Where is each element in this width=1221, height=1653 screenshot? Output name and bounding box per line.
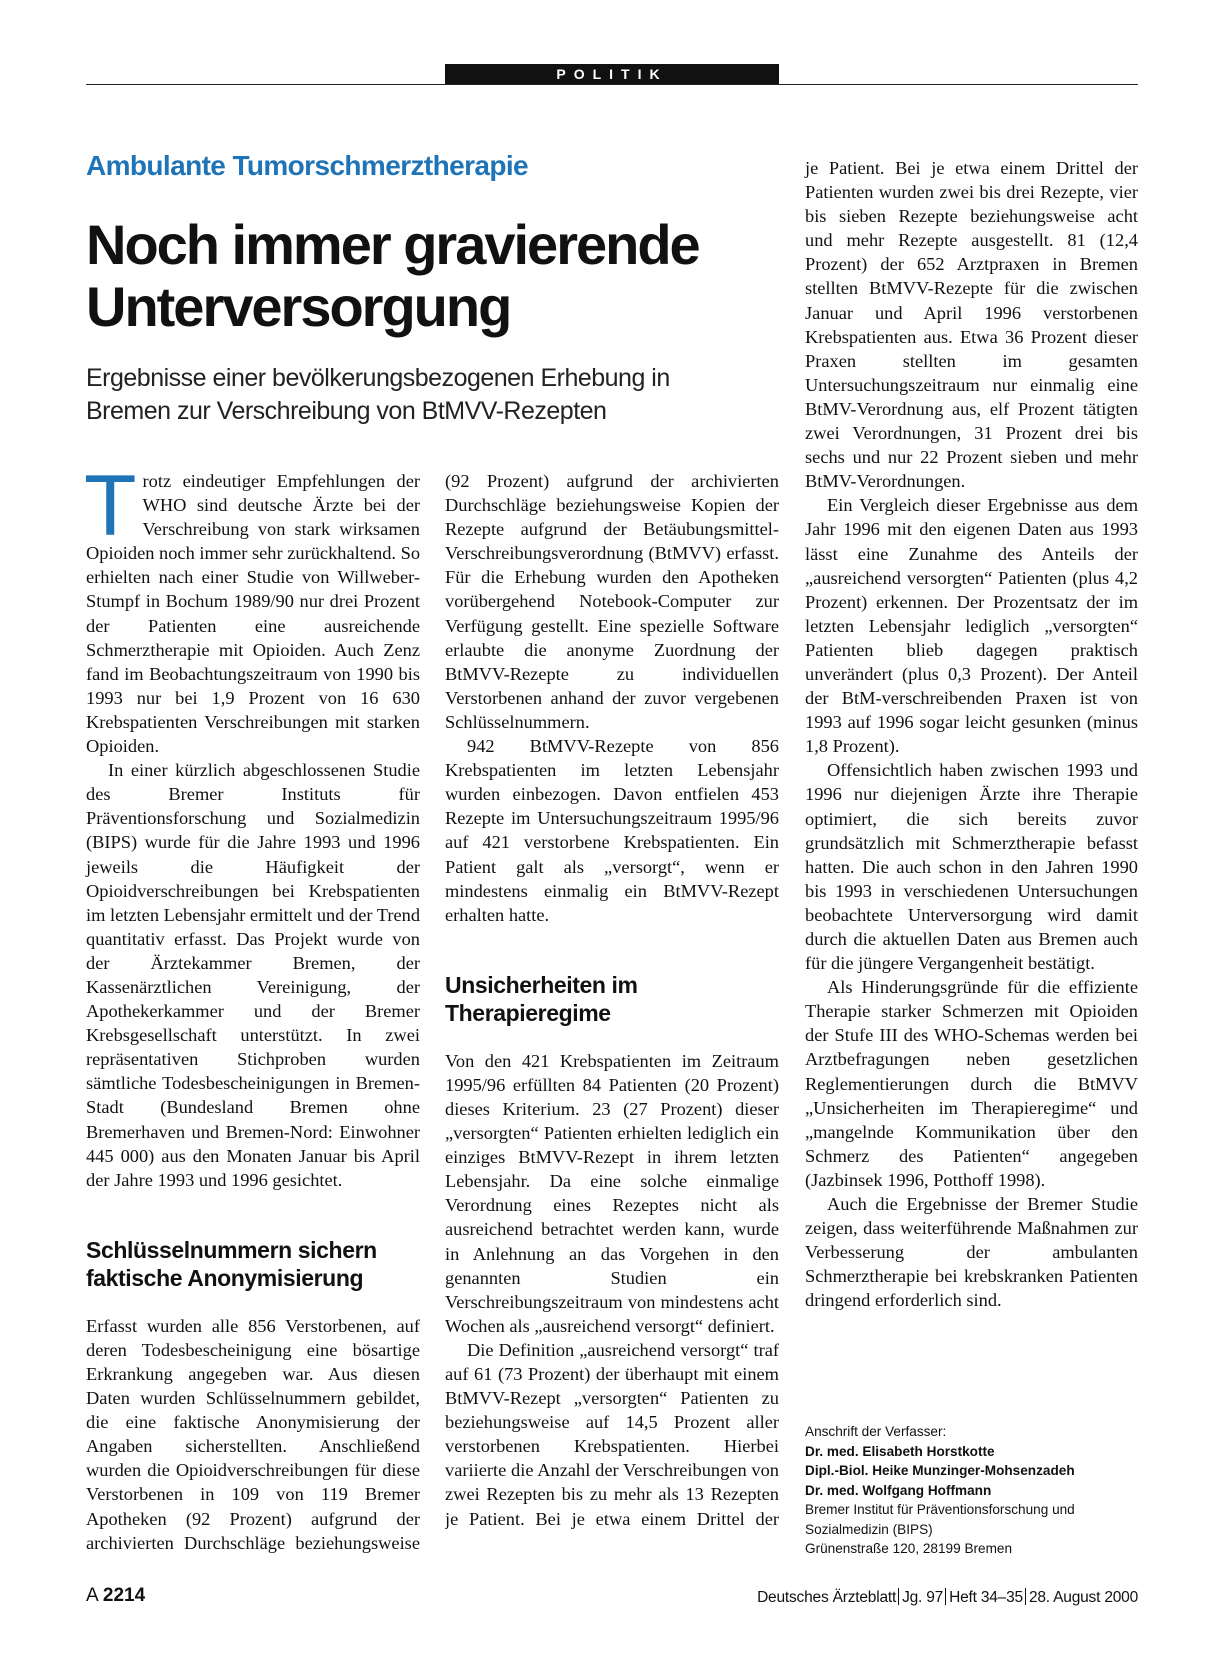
footer-separator	[1025, 1588, 1026, 1605]
article-kicker: Ambulante Tumorschmerztherapie	[86, 150, 529, 181]
paragraph-erfassung: Erfasst wurden alle 856 Verstorbenen, auf deren Todesbescheinigung eine bösartige Erkrankung angegeben war. Aus diesen Daten wurden Schlüsselnummern gebildet, die eine faktische Anonymisierung der Angaben sicherstellten. Anschließend wurden die Opioidverschreibungen für diese Verstorbenen in 109 von 119 Bremer Apotheken (92 Prozent) aufgrund der archivierten Durchschläge beziehungsweise	[86, 1315, 420, 1553]
paragraph-rezepte: 942 BtMVV-Rezepte von 856 Krebspatienten im letzten Lebensjahr wurden einbezogen. Davon entfielen 453 Rezepte im Untersuchungszeitraum 1995/96 auf 421 verstorbene Krebspatienten. Ein Patient galt als „versorgt“, wenn er mindestens einmalig ein BtMVV-Rezept erhalten hatte.	[445, 736, 779, 925]
subheading-schluesselnummern: Schlüsselnummern sichern faktische Anonymisierung	[86, 1236, 377, 1291]
paragraph-bips-study: In einer kürzlich abgeschlossenen Studie des Bremer Instituts für Präventionsforschung und Sozialmedizin (BIPS) wurde für die Jahre 1993 und 1996 jeweils die Häufigkeit der Opioidverschreibungen bei Krebspatienten im letzten Lebensjahr ermittelt und der Trend quantitativ erfasst. Das Projekt wurde von der Ärztekammer Bremen, der Kassenärztlichen Vereinigung, der Apothekerkammer und der Bremer Krebsgesellschaft unterstützt. In zwei repräsentativen Stichproben wurden sämtliche Todesbescheinigungen in Bremen-Stadt (Bundesland Bremen ohne Bremerhaven und Bremen-Nord: Einwohner 445 000) aus den Monaten Januar bis April der Jahre 1993 und 1996 gesichtet.	[86, 760, 421, 1190]
author-name-1: Dr. med. Elisabeth Horstkotte	[805, 1443, 995, 1459]
paragraph-optimiert: Offensichtlich haben zwischen 1993 und 1996 nur diejenigen Ärzte ihre Therapie optimiert, die sich bereits zuvor grundsätzlich mit Schmerztherapie befasst hatten. Die auch schon in den Jahren 1990 bis 1993 in verschiedenen Untersuchungen beobachtete Unterversorgung wird damit durch die aktuellen Daten aus Bremen auch für die jüngere Vergangenheit bestätigt.	[805, 760, 1138, 974]
paragraph-hinderungsgruende: Als Hinderungsgründe für die effiziente Therapie starker Schmerzen mit Opioiden der Stufe III des WHO-Schemas werden bei Arztbefragungen neben gesetzlichen Reglementierungen durch die BtMVV „Unsicherheiten im Therapieregime“ und „mangelnde Kommunikation über den Schmerz des Patienten“ angegeben (Jazbinsek 1996, Potthoff 1998).	[805, 977, 1138, 1190]
author-street-address: Grünenstraße 120, 28199 Bremen	[805, 1541, 1013, 1556]
article-headline	[86, 214, 786, 338]
journal-volume: Jg. 97	[902, 1589, 944, 1606]
section-label: POLITIK	[445, 64, 779, 85]
article-subhead	[86, 362, 786, 428]
author-address	[805, 1422, 1138, 1559]
paragraph-intro-text: rotz eindeutiger Empfehlungen der WHO sind deutsche Ärzte bei der Verschreibung von stark wirksamen Opioiden noch immer sehr zurückhaltend. So erhielten nach einer Studie von Willweber-Stumpf in Bochum 1989/90 nur drei Prozent der Patienten eine ausreichende Schmerztherapie mit Opioiden. Auch Zenz fand im Beobachtungszeitraum von 1990 bis 1993 nur bei 1,9 Prozent von 16 630 Krebspatienten Verschreibungen mit starken Opioiden.	[86, 471, 421, 757]
page-number-value: 2214	[102, 1585, 146, 1606]
page-number	[86, 1585, 145, 1607]
paragraph-vergleich: Ein Vergleich dieser Ergebnisse aus dem Jahr 1996 mit den eigenen Daten aus 1993 lässt eine Zunahme des Anteils der „ausreichend versorgten“ Patienten (plus 4,2 Prozent) erkennen. Der Prozentsatz der im letzten Lebensjahr lediglich „versorgten“ Patienten blieb dagegen praktisch unverändert (plus 0,3 Prozent). Der Anteil der BtM-verschreibenden Praxen ist von 1993 auf 1996 sogar leicht gesunken (minus 1,8 Prozent).	[805, 495, 1138, 757]
paragraph-intro	[84, 458, 421, 758]
header-rule	[86, 84, 1138, 85]
journal-issue: Heft 34–35	[949, 1589, 1023, 1606]
paragraph-fazit: Auch die Ergebnisse der Bremer Studie zeigen, dass weiterführende Maßnahmen zur Verbesserung der ambulanten Schmerztherapie bei krebskranken Patienten dringend erforderlich sind.	[805, 1194, 1138, 1311]
paragraph-definition: Die Definition „ausreichend versorgt“ traf auf 61 (73 Prozent) der überhaupt mit einem BtMVV-Rezept „versorgten“ Patienten zu beziehungsweise auf 14,5 Prozent aller verstorbenen Krebspatienten. Hierbei variierte die Anzahl der Verschreibungen von zwei Rezepten bis zu mehr als 13 Rezepten je Patient. Bei je etwa einem Drittel der	[445, 1339, 779, 1529]
footer-separator	[945, 1588, 946, 1605]
author-institute-line-1: Bremer Institut für Präventionsforschung und	[805, 1502, 1075, 1517]
page-prefix: A	[86, 1585, 98, 1606]
column-2	[445, 469, 779, 1531]
column-1	[84, 458, 421, 1555]
author-address-label: Anschrift der Verfasser:	[805, 1424, 947, 1439]
journal-name: Deutsches Ärzteblatt	[757, 1589, 897, 1606]
author-name-2: Dipl.-Biol. Heike Munzinger-Mohsenzadeh	[805, 1463, 1075, 1478]
journal-footer	[757, 1588, 1138, 1607]
author-institute-line-2: Sozialmedizin (BIPS)	[805, 1521, 933, 1537]
headline-line-2: Unterversorgung	[86, 275, 511, 338]
paragraph-kriterium: Von den 421 Krebspatienten im Zeitraum 1995/96 erfüllten 84 Patienten (20 Prozent) dieses Kriterium. 23 (27 Prozent) dieser „versorgten“ Patienten erhielten lediglich ein einziges BtMVV-Rezept in ihrem letzten Lebensjahr. Da eine solche einmalige Verordnung eines Rezeptes nicht als ausreichend betrachtet werden kann, wurde in Anlehnung an das Vorgehen in den genannten Studien ein Verschreibungszeitraum von mindestens acht Wochen als „ausreichend versorgt“ definiert.	[445, 1050, 779, 1336]
footer-separator	[898, 1588, 899, 1605]
journal-date: 28. August 2000	[1028, 1589, 1138, 1606]
paragraph-definition-cont: je Patient. Bei je etwa einem Drittel der Patienten wurden zwei bis drei Rezepte, vier bis sieben Rezepte beziehungsweise acht und mehr Rezepte ausgestellt. 81 (12,4 Prozent) der 652 Arztpraxen in Bremen stellten BtMVV-Rezepte für die zwischen Januar und April 1996 verstorbenen Krebspatienten aus. Etwa 36 Prozent dieser Praxen stellten im gesamten Untersuchungszeitraum nur einmalig eine BtMV-Verordnung aus, elf Prozent tätigten zwei Verordnungen, 31 Prozent drei bis sechs und nur 22 Prozent sieben und mehr BtMV-Verordnungen.	[805, 158, 1138, 492]
subheading-unsicherheiten: Unsicherheiten im Therapieregime	[445, 971, 638, 1026]
headline-line-1: Noch immer gravierende	[86, 213, 699, 276]
dropcap: T	[84, 458, 137, 554]
subhead-line-2: Bremen zur Verschreibung von BtMVV-Rezepten	[86, 397, 607, 425]
column-3	[805, 156, 1138, 1313]
paragraph-erfassung-cont: (92 Prozent) aufgrund der archivierten Durchschläge beziehungsweise Kopien der Rezepte aufgrund der Betäubungsmittel-Verschreibungsverordnung (BtMVV) erfasst. Für die Erhebung wurden den Apotheken vorübergehend Notebook-Computer zur Verfügung gestellt. Eine spezielle Software erlaubte die anonyme Zuordnung der BtMVV-Rezepte zu individuellen Verstorbenen anhand der zuvor vergebenen Schlüsselnummern.	[445, 471, 779, 732]
subhead-line-1: Ergebnisse einer bevölkerungsbezogenen Erhebung in	[86, 364, 670, 392]
author-name-3: Dr. med. Wolfgang Hoffmann	[805, 1482, 992, 1498]
